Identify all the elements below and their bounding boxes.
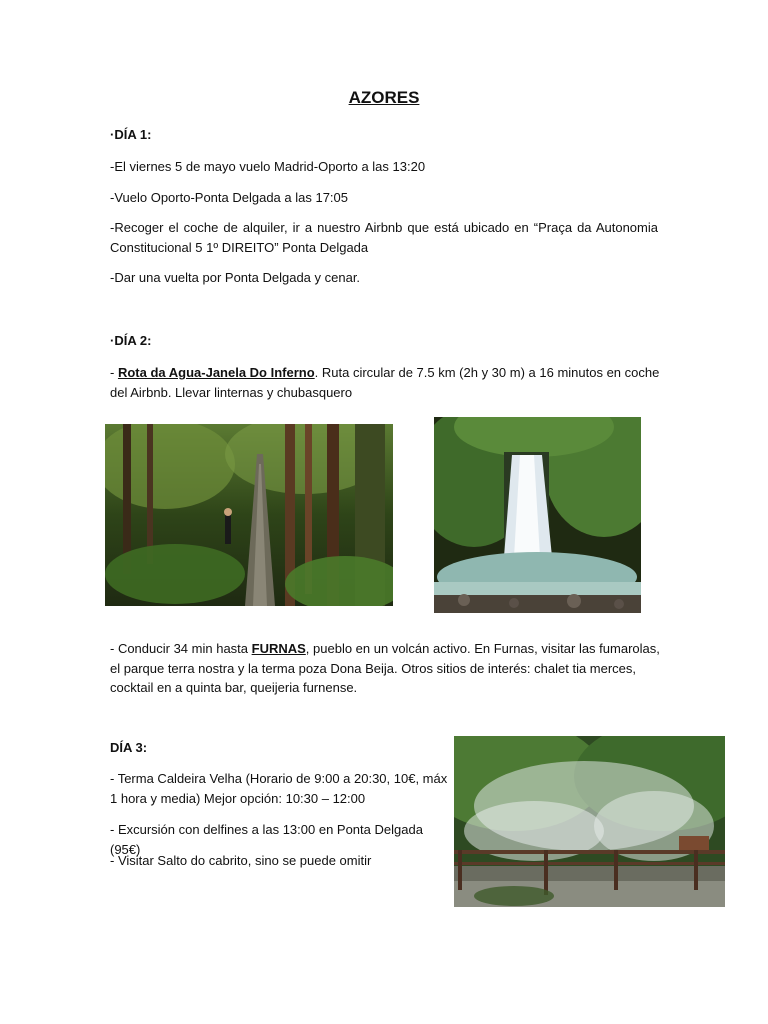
day3-heading: DÍA 3: (110, 740, 148, 755)
route-description: . Ruta circular de 7.5 km (2h y 30 m) a 16 minutos en coche del Airbnb. Llevar linternas y chubasquero (110, 365, 660, 400)
furnas-description: , pueblo en un volcán activo. En Furnas, visitar las fumarolas, el parque terra nostra y la terma poza Dona Beija. Otros sitios de interés: chalet tia merces, cocktail en a quinta bar, queijeria furnense. (110, 641, 660, 695)
day3-item-salto: - Visitar Salto do cabrito, sino se puede omitir (110, 853, 372, 868)
day2-heading: ·DÍA 2: (110, 333, 152, 348)
page-title: AZORES (348, 88, 420, 107)
day3-item-caldeira: - Terma Caldeira Velha (Horario de 9:00 a 20:30, 10€, máx 1 hora y media) Mejor opción: 10:30 – 12:00 (110, 771, 448, 806)
route-link[interactable]: Rota da Agua-Janela Do Inferno (117, 365, 315, 380)
route-prefix: - (110, 365, 118, 380)
furnas-link[interactable]: FURNAS (251, 641, 306, 656)
day1-heading: ·DÍA 1: (110, 127, 152, 142)
day1-item-car-rental: -Recoger el coche de alquiler, ir a nuestro Airbnb que está ubicado en “Praça da Autonomia Constitucional 5 1º DIREITO” Ponta Delgada (110, 220, 658, 255)
day2-item-route (110, 363, 660, 402)
day2-item-furnas (110, 639, 662, 698)
furnas-prefix: - Conducir 34 min hasta (110, 641, 252, 656)
day1-item-flight-madrid: -El viernes 5 de mayo vuelo Madrid-Oporto a las 13:20 (110, 159, 426, 174)
day1-item-flight-ponta: -Vuelo Oporto-Ponta Delgada a las 17:05 (110, 190, 349, 205)
day3-item-dolphins: - Excursión con delfines a las 13:00 en Ponta Delgada (95€) (110, 822, 423, 857)
day1-item-walk: -Dar una vuelta por Ponta Delgada y cenar. (110, 270, 361, 285)
thermal-pool-photo (454, 736, 725, 907)
forest-trail-photo (105, 424, 393, 606)
waterfall-photo (434, 417, 641, 613)
